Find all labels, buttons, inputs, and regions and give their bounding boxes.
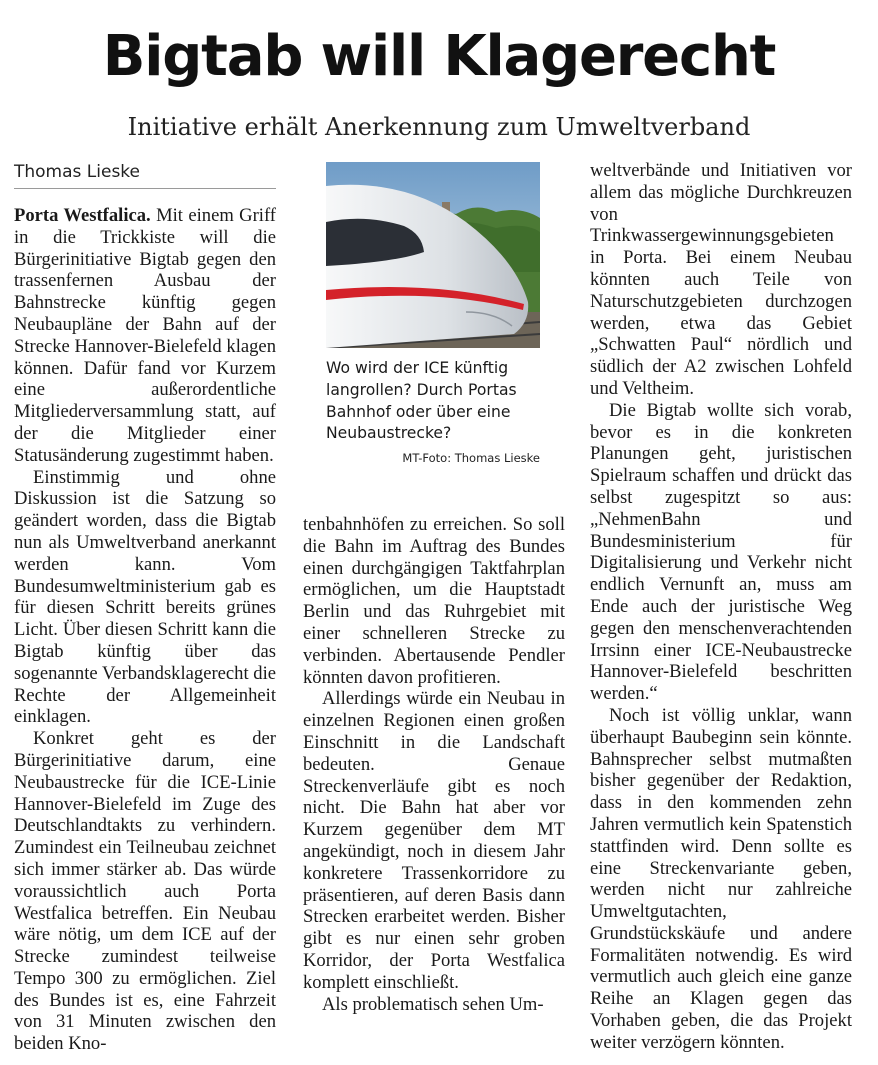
article-paragraph: tenbahnhöfen zu erreichen. So soll die Bahn im Auftrag des Bundes einen durchgängigen Taktfahrplan ermöglichen, um die Hauptstadt Berlin und das Ruhrgebiet mit einer schnelleren Strecke zu verbinden. Abertausende Pendler könnten davon profitieren. bbox=[303, 514, 565, 688]
article-headline: Bigtab will Klagerecht bbox=[102, 24, 776, 89]
ice-train-illustration bbox=[326, 162, 540, 348]
article-paragraph: Einstimmig und ohne Diskussion ist die Satzung so geändert worden, dass die Bigtab nun als Umweltverband anerkannt werden kann. Vom Bundesumweltministerium gab es für diesen Schritt bereits grünes Licht. Über diesen Schritt kann die Bigtab künftig über das sogenannte Verbandsklagerecht die Rechte der Allgemeinheit einklagen. bbox=[14, 466, 276, 728]
article-paragraph: Die Bigtab wollte sich vorab, bevor es in die konkreten Planungen geht, juristischen Spielraum schaffen und drückt das selbst zugespitzt so aus: „NehmenBahn und Bundesministerium für Digitalisierung und Verkehr nicht endlich Vernunft an, muss am Ende auch der juristische Weg gegen den menschenverachtenden Irrsinn einer ICE-Neubaustrecke Hannover-Bielefeld beschritten werden.“ bbox=[590, 399, 852, 705]
dateline: Porta Westfalica. bbox=[14, 205, 151, 226]
photo-credit: MT-Foto: Thomas Lieske bbox=[402, 451, 540, 465]
article-paragraph: Allerdings würde ein Neubau in einzelnen Regionen einen großen Einschnitt in die Landschaft bedeuten. Genaue Streckenverläufe gibt es noch nicht. Die Bahn hat aber vor Kurzem gegenüber dem MT angekündigt, noch in diesem Jahr konkretere Trassenkorridore zu präsentieren, auf deren Basis dann Strecken erarbeitet werden. Bisher gibt es nur einen sehr groben Korridor, der Porta Westfalica komplett einschließt. bbox=[303, 688, 565, 993]
article-paragraph: weltverbände und Initiativen vor allem das mögliche Durchkreuzen von Trinkwassergewinnungsgebieten in Porta. Bei einem Neubau könnten auch Teile von Naturschutzgebieten durchzogen werden, etwa das Gebiet „Schwatten Paul“ nördlich und südlich der A2 zwischen Lohfeld und Veltheim. bbox=[590, 160, 852, 399]
article-paragraph: Als problematisch sehen Um- bbox=[322, 993, 544, 1015]
article-column-1 bbox=[14, 205, 276, 1055]
ice-train-photo bbox=[326, 162, 540, 348]
photo-caption: Wo wird der ICE künftig langrollen? Durch Portas Bahnhof oder über eine Neubaustrecke? bbox=[326, 359, 517, 443]
article-column-2 bbox=[303, 514, 565, 1015]
article-paragraph: Konkret geht es der Bürgerinitiative darum, eine Neubaustrecke für die ICE-Linie Hannover-Bielefeld im Zuge des Deutschlandtakts zu verhindern. Zumindest ein Teilneubau zeichnet sich immer stärker ab. Das würde voraussichtlich auch Porta Westfalica betreffen. Ein Neubau wäre nötig, um dem ICE auf der Strecke zumindest teilweise Tempo 300 zu ermöglichen. Ziel des Bundes ist es, eine Fahrzeit von 31 Minuten zwischen den beiden Kno- bbox=[14, 728, 276, 1055]
article-paragraph: Noch ist völlig unklar, wann überhaupt Baubeginn sein könnte. Bahnsprecher selbst mutmaßten bisher gegenüber der Redaktion, dass in den kommenden zehn Jahren vermutlich kein Spatenstich stattfinden wird. Denn sollte es eine Streckenvariante geben, werden nicht nur zahlreiche Umweltgutachten, Grundstückskäufe und andere Formalitäten notwendig. Es wird vermutlich auch gleich eine ganze Reihe an Klagen gegen das Vorhaben geben, die das Projekt weiter verzögern könnten. bbox=[590, 704, 852, 1053]
article-paragraph bbox=[14, 205, 276, 467]
byline-divider bbox=[14, 188, 276, 189]
article-column-3 bbox=[590, 160, 852, 1054]
paragraph-text: Mit einem Griff in die Trickkiste will die Bürgerinitiative Bigtab gegen den trassenfernen Ausbau der Bahnstrecke künftig gegen Neubaupläne der Bahn auf der Strecke Hannover-Bielefeld klagen können. Dafür fand vor Kurzem eine außerordentliche Mitgliederversammlung statt, auf der die Mitglieder einer Statusänderung zugestimmt haben. bbox=[14, 205, 276, 466]
article-subheadline: Initiative erhält Anerkennung zum Umweltverband bbox=[127, 113, 751, 141]
author-byline: Thomas Lieske bbox=[14, 162, 141, 182]
